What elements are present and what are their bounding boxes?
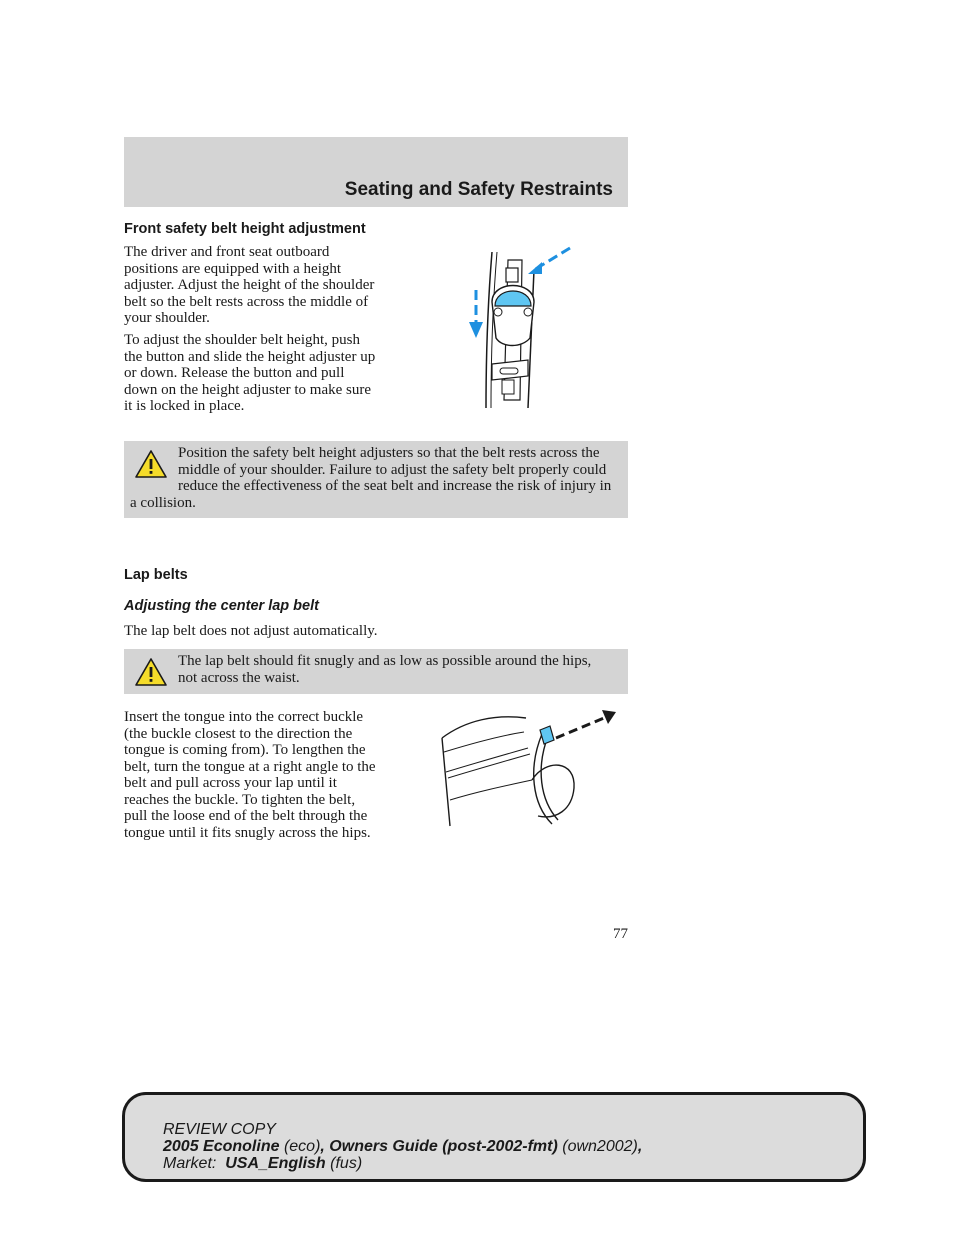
page-title: Seating and Safety Restraints	[344, 179, 613, 200]
footer-model: 2005 Econoline	[163, 1138, 280, 1155]
lap-belt-tongue-illustration	[436, 708, 620, 832]
insert-tongue-text: Insert the tongue into the correct buckle (the buckle closest to the direction the tongue is coming from). To lengthen the belt, turn the tongue at a right angle to the belt and pull across your lap until it reaches the buckle. To tighten the belt, pull the loose end of the belt through the tongue until it fits snugly across the hips.	[124, 709, 376, 841]
footer-sep-2: ,	[637, 1138, 643, 1155]
warning-box-lap-belt	[124, 649, 628, 694]
footer-line-2	[163, 1138, 863, 1155]
footer-market: USA_English	[225, 1155, 326, 1172]
page-number: 77	[613, 926, 628, 942]
paragraph-adjust-procedure: To adjust the shoulder belt height, push the button and slide the height adjuster up or down. Release the button and pull down on the height adjuster to make sure it is locked in place.	[124, 332, 376, 414]
warning-triangle-icon	[134, 449, 168, 479]
footer-market-code: (fus)	[330, 1155, 363, 1172]
review-copy-footer	[122, 1092, 866, 1182]
footer-guide: Owners Guide (post-2002-fmt)	[329, 1138, 558, 1155]
footer-sep-1: ,	[320, 1138, 330, 1155]
paragraph-lap-belt-no-auto: The lap belt does not adjust automatically.	[124, 623, 378, 639]
footer-line-3	[163, 1155, 863, 1172]
footer-guide-code: (own2002)	[562, 1138, 638, 1155]
belt-height-adjuster-illustration	[462, 240, 582, 412]
footer-market-label: Market:	[163, 1155, 217, 1172]
warning-text-lap-belt: The lap belt should fit snugly and as low as possible around the hips, not across the waist.	[178, 653, 592, 686]
footer-model-code: (eco)	[283, 1138, 321, 1155]
subheading-center-lap-belt: Adjusting the center lap belt	[124, 598, 319, 614]
warning-box-height-adjust	[124, 441, 628, 518]
header-band	[124, 137, 628, 207]
paragraph-height-adjuster: The driver and front seat outboard positions are equipped with a height adjuster. Adjust the height of the shoulder belt so the belt rests across the middle of your shoulder.	[124, 244, 375, 326]
section-heading-height-adjustment: Front safety belt height adjustment	[124, 221, 366, 237]
warning-triangle-icon	[134, 657, 168, 687]
warning-text-height-adjust: Position the safety belt height adjusters so that the belt rests across the middle of your shoulder. Failure to adjust the safety belt properly could reduce the effectiveness of the seat belt and increase the risk of injury in a collision.	[130, 445, 612, 511]
footer-review-copy: REVIEW COPY	[163, 1121, 276, 1138]
section-heading-lap-belts: Lap belts	[124, 567, 188, 583]
